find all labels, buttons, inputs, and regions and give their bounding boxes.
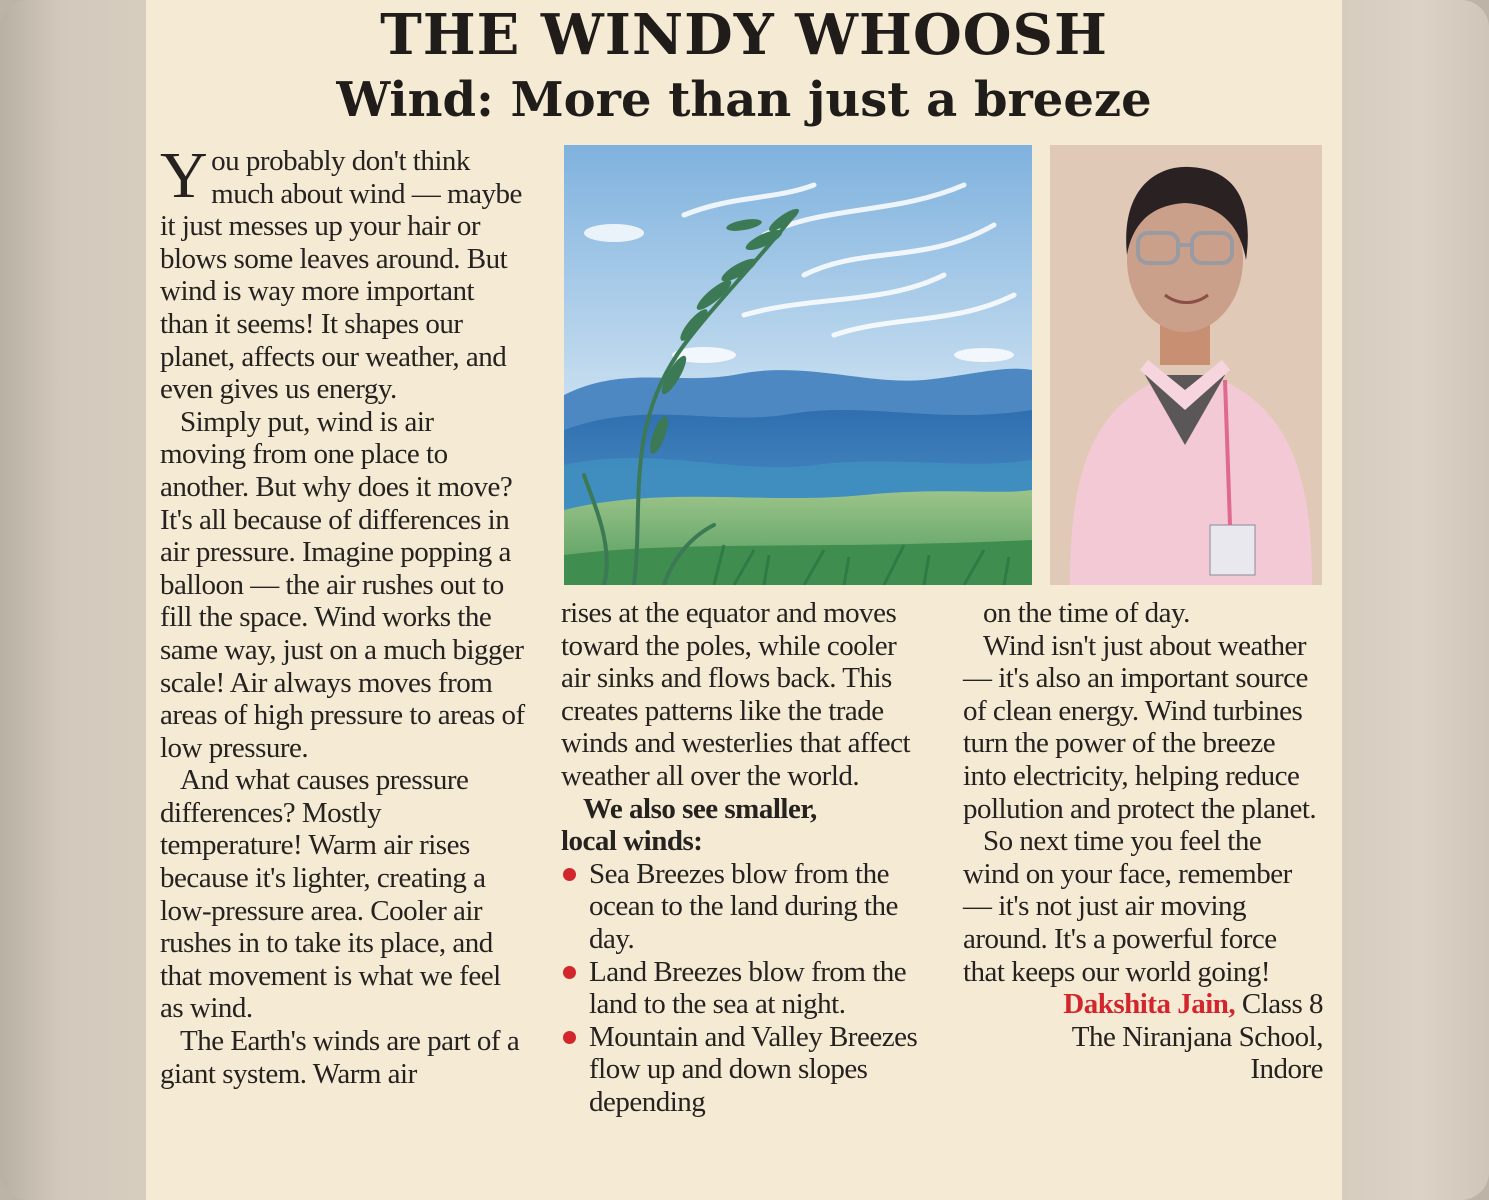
list-item xyxy=(561,858,926,956)
paragraph: rises at the equator and moves toward the poles, while cooler air sinks and flows back. This creates patterns like the trade winds and westerlies that affect weather all over the world. xyxy=(561,597,911,792)
author-name: Dakshita Jain, xyxy=(1063,988,1236,1021)
drop-cap: Y xyxy=(160,139,208,212)
paragraph: And what causes pressure differences? Mostly temperature! Warm air rises because it's lighter, creating a low-pressure area. Cooler air rushes in to take its place, and that movement is what we feel as wind. xyxy=(160,764,501,1025)
author-school: The Niranjana School, xyxy=(1071,1020,1323,1053)
author-city: Indore xyxy=(1250,1053,1323,1086)
paragraph: Wind isn't just about weather — it's also an important source of clean energy. Wind turbines turn the power of the breeze into electricity, helping reduce pollution and protect the planet. xyxy=(963,629,1317,825)
bullet-icon xyxy=(563,1031,576,1044)
paragraph: So next time you feel the wind on your face, remember — it's not just air moving around. It's a powerful force that keeps our world going! xyxy=(963,825,1292,988)
bullet-icon xyxy=(563,966,576,979)
list-item xyxy=(561,956,926,1021)
paragraph-intro xyxy=(160,139,525,406)
author-class: Class 8 xyxy=(1241,988,1323,1021)
list-item xyxy=(561,1021,926,1119)
paragraph-intro-text: ou probably don't think much about wind — maybe it just messes up your hair or blows some leaves around. But wind is way more important than it seems! It shapes our planet, affects our weather, and even gives us energy. xyxy=(160,145,522,406)
page-title: THE WINDY WHOOSH xyxy=(380,2,1108,68)
wind-landscape-illustration xyxy=(564,145,1032,585)
article-column-1 xyxy=(160,139,525,1090)
bullet-icon xyxy=(563,868,576,881)
paragraph: Simply put, wind is air moving from one place to another. But why does it move? It's all because of differences in air pressure. Imagine popping a balloon — the air rushes out to fill the space. Wind works the same way, just on a much bigger scale! Air always moves from areas of high pressure to areas of low pressure. xyxy=(160,405,525,764)
byline xyxy=(963,988,1323,1021)
list-item-text: Sea Breezes blow from the ocean to the land during the day. xyxy=(589,857,898,955)
list-item-text: Mountain and Valley Breezes flow up and down slopes depending xyxy=(589,1020,918,1118)
article-column-3 xyxy=(963,597,1323,1086)
subhead: local winds: xyxy=(561,825,703,858)
paragraph: The Earth's winds are part of a giant system. Warm air xyxy=(160,1025,520,1090)
newspaper-clipping xyxy=(146,0,1342,1200)
subhead: We also see smaller, xyxy=(583,792,817,825)
student-photo xyxy=(1050,145,1322,585)
local-winds-list xyxy=(561,858,926,1119)
article-subtitle: Wind: More than just a breeze xyxy=(336,72,1152,128)
list-item-text: Land Breezes blow from the land to the sea at night. xyxy=(589,955,907,1021)
article-column-2 xyxy=(561,597,926,1119)
paragraph: on the time of day. xyxy=(983,597,1190,629)
